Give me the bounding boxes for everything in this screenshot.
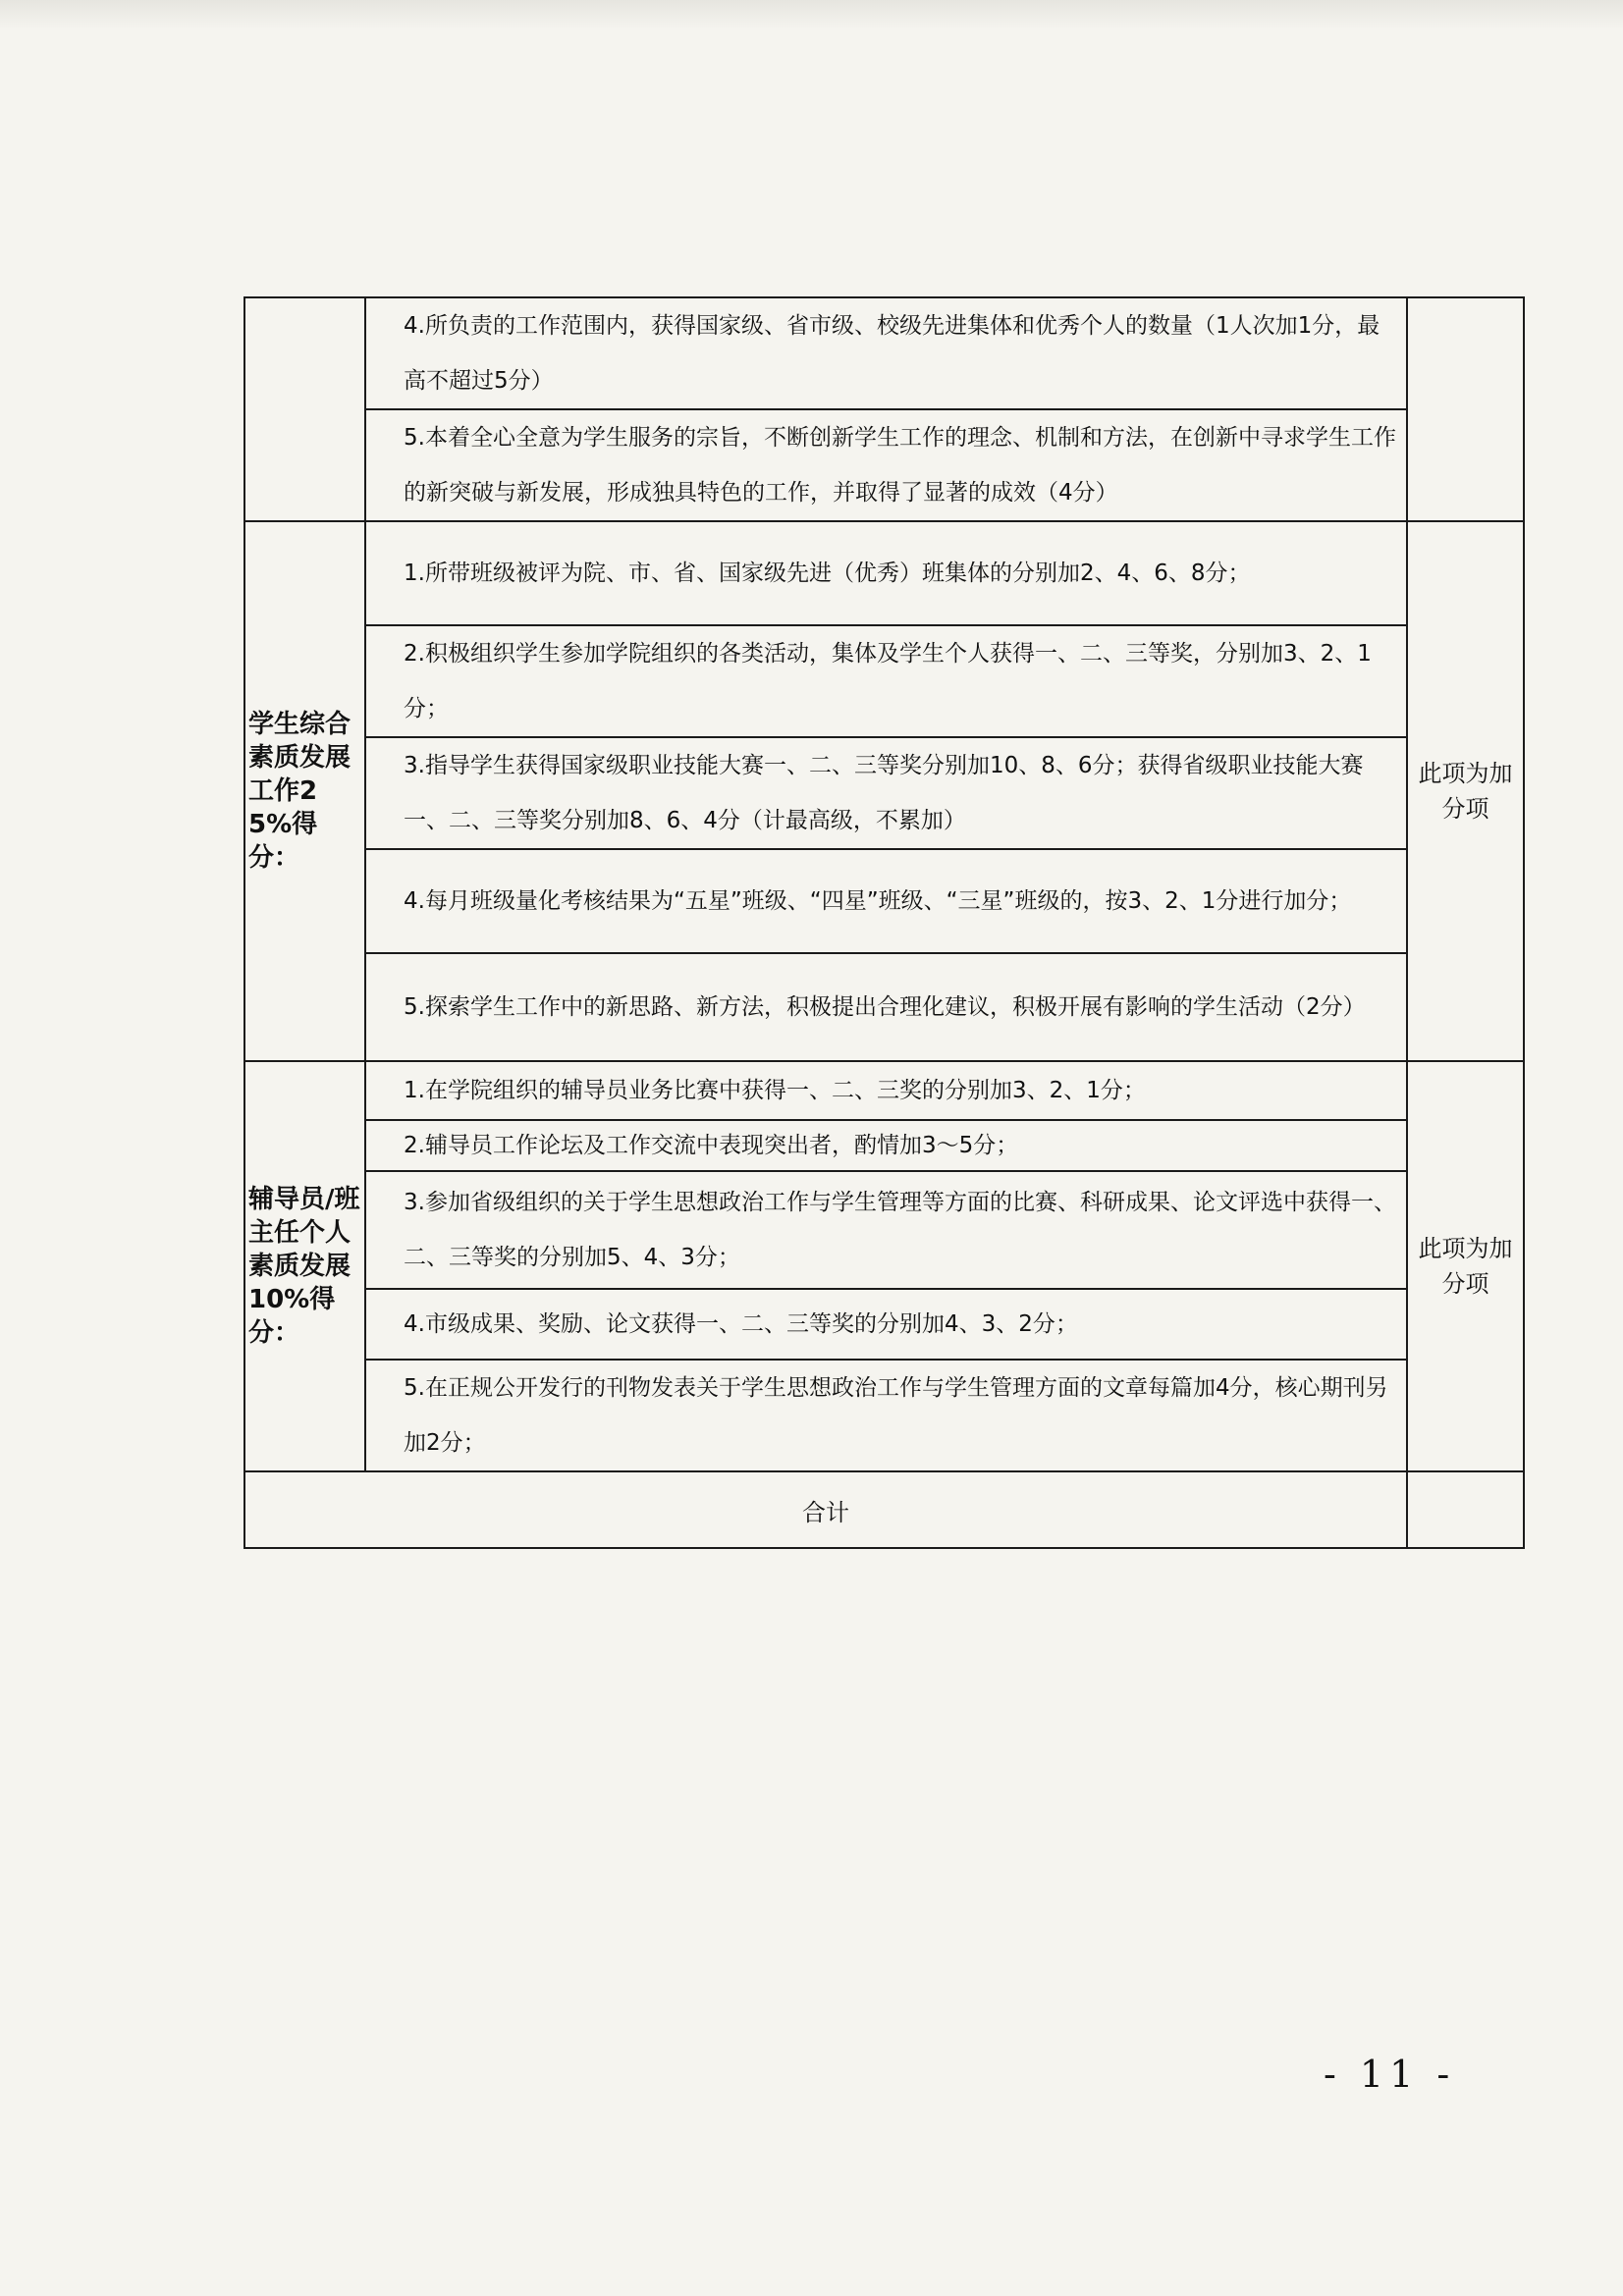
criteria-item: 5.在正规公开发行的刊物发表关于学生思想政治工作与学生管理方面的文章每篇加4分，核心期刊另加2分； xyxy=(365,1360,1407,1471)
score-table xyxy=(243,296,1525,1549)
bonus-note-cell: 此项为加分项 xyxy=(1407,1061,1524,1471)
table-row xyxy=(244,1120,1524,1171)
table-row xyxy=(244,849,1524,953)
criteria-item: 5.探索学生工作中的新思路、新方法，积极提出合理化建议，积极开展有影响的学生活动（2分） xyxy=(365,953,1407,1061)
table-row xyxy=(244,297,1524,409)
criteria-item: 1.所带班级被评为院、市、省、国家级先进（优秀）班集体的分别加2、4、6、8分； xyxy=(365,521,1407,625)
criteria-item: 4.市级成果、奖励、论文获得一、二、三等奖的分别加4、3、2分； xyxy=(365,1289,1407,1360)
criteria-item: 2.积极组织学生参加学院组织的各类活动，集体及学生个人获得一、二、三等奖，分别加3、2、1分； xyxy=(365,625,1407,737)
table-row xyxy=(244,625,1524,737)
criteria-item: 5.本着全心全意为学生服务的宗旨，不断创新学生工作的理念、机制和方法，在创新中寻求学生工作的新突破与新发展，形成独具特色的工作，并取得了显著的成效（4分） xyxy=(365,409,1407,521)
category-cell-counselor-development: 辅导员/班主任个人素质发展10%得分： xyxy=(244,1061,365,1471)
total-score-cell xyxy=(1407,1471,1524,1548)
page-scan-edge xyxy=(0,0,1623,29)
criteria-item: 3.指导学生获得国家级职业技能大赛一、二、三等奖分别加10、8、6分；获得省级职业技能大赛一、二、三等奖分别加8、6、4分（计最高级，不累加） xyxy=(365,737,1407,849)
table-row xyxy=(244,737,1524,849)
criteria-item: 2.辅导员工作论坛及工作交流中表现突出者，酌情加3～5分； xyxy=(365,1120,1407,1171)
table-row xyxy=(244,409,1524,521)
note-cell-continued xyxy=(1407,297,1524,521)
table-row xyxy=(244,1289,1524,1360)
category-cell-student-development: 学生综合素质发展工作25%得分： xyxy=(244,521,365,1061)
total-row xyxy=(244,1471,1524,1548)
bonus-note-cell: 此项为加分项 xyxy=(1407,521,1524,1061)
table-row xyxy=(244,1171,1524,1289)
table-row xyxy=(244,953,1524,1061)
table-row xyxy=(244,1360,1524,1471)
total-label: 合计 xyxy=(244,1471,1407,1548)
table-row xyxy=(244,521,1524,625)
criteria-item: 4.每月班级量化考核结果为“五星”班级、“四星”班级、“三星”班级的，按3、2、1分进行加分； xyxy=(365,849,1407,953)
page-number: - 11 - xyxy=(1324,2053,1456,2096)
table-row xyxy=(244,1061,1524,1120)
category-cell-continued xyxy=(244,297,365,521)
criteria-item: 4.所负责的工作范围内，获得国家级、省市级、校级先进集体和优秀个人的数量（1人次加1分，最高不超过5分） xyxy=(365,297,1407,409)
criteria-item: 3.参加省级组织的关于学生思想政治工作与学生管理等方面的比赛、科研成果、论文评选中获得一、二、三等奖的分别加5、4、3分； xyxy=(365,1171,1407,1289)
criteria-item: 1.在学院组织的辅导员业务比赛中获得一、二、三奖的分别加3、2、1分； xyxy=(365,1061,1407,1120)
